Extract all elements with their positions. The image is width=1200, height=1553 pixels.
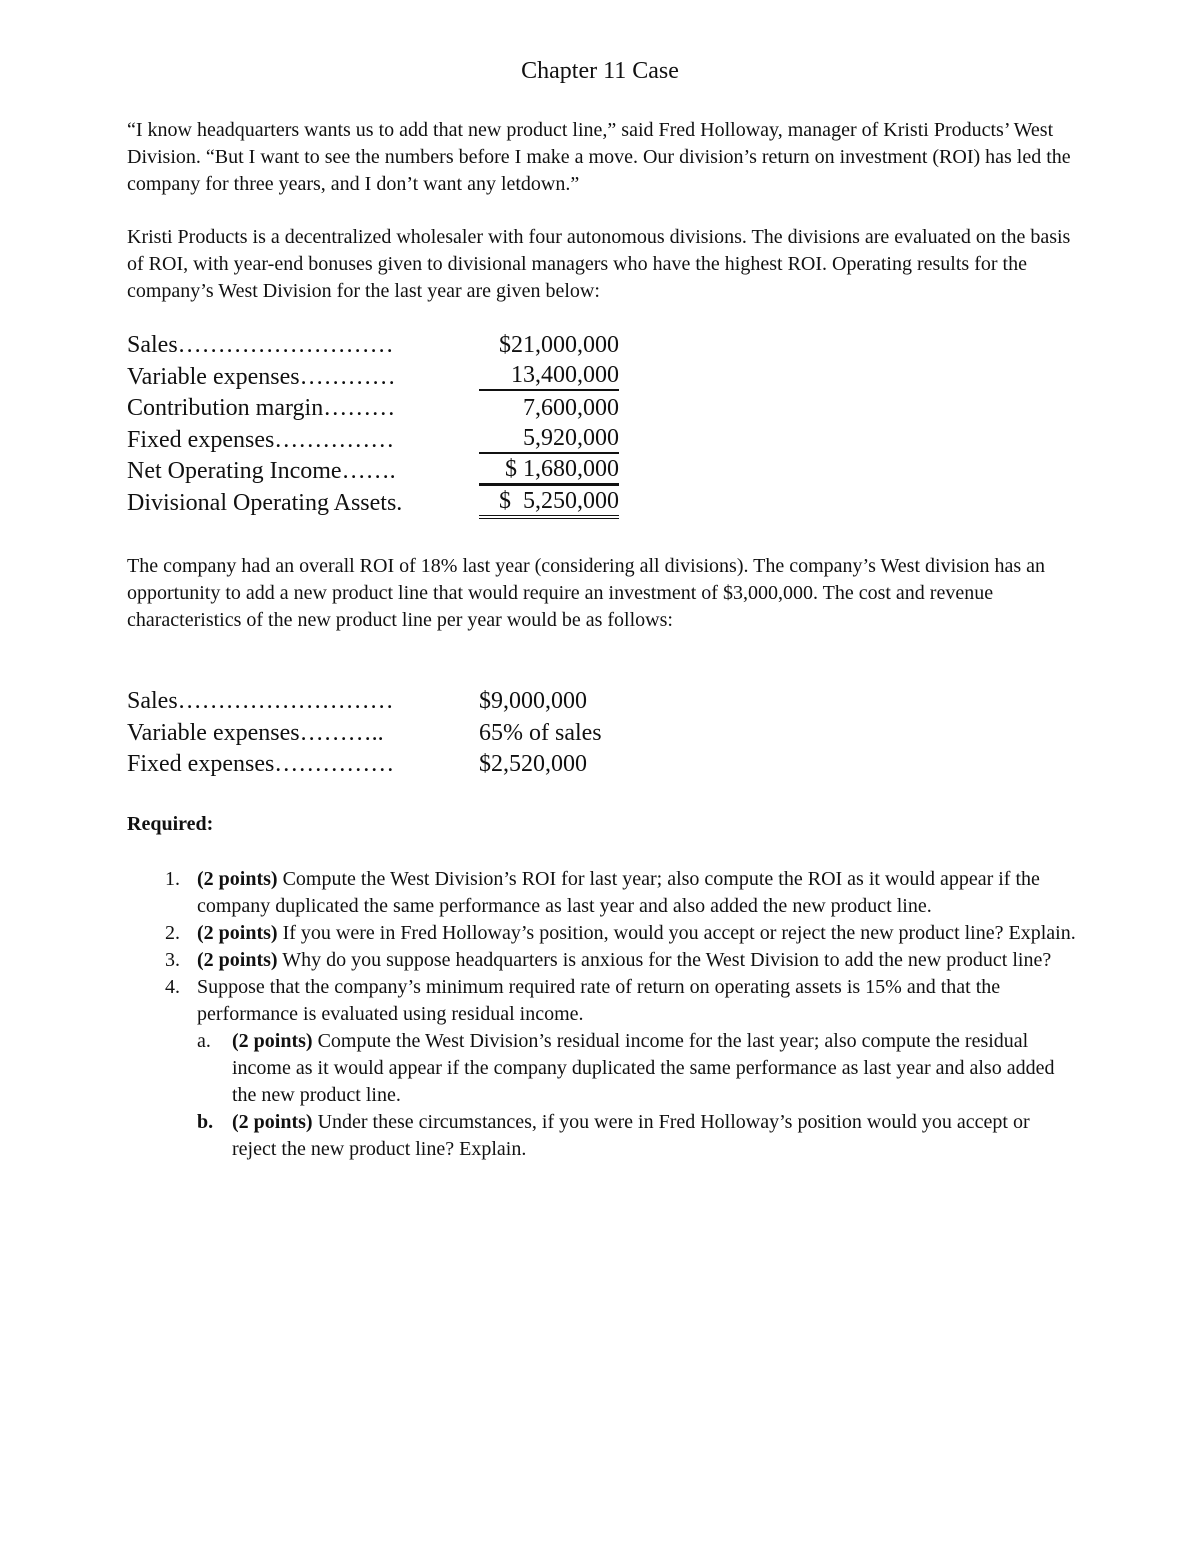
question-item bbox=[127, 920, 1077, 947]
sub-question-item bbox=[197, 1028, 1077, 1109]
question-number: 4. bbox=[165, 976, 180, 998]
sub-question-item bbox=[197, 1109, 1077, 1163]
row-label: Variable expenses……….. bbox=[127, 719, 384, 746]
row-value: $ 1,680,000 bbox=[479, 456, 619, 486]
question-text: Suppose that the company’s minimum required rate of return on operating assets is 15% and that the performance is evaluated using residual income. bbox=[197, 976, 1001, 1025]
row-value: $9,000,000 bbox=[479, 688, 587, 714]
question-points: (2 points) bbox=[197, 922, 278, 944]
question-text: Under these circumstances, if you were in Fred Holloway’s position would you accept or reject the new product line? Explain. bbox=[232, 1111, 1030, 1160]
row-label: Fixed expenses…………… bbox=[127, 426, 395, 453]
sub-question-letter: a. bbox=[197, 1030, 211, 1052]
row-label: Variable expenses………… bbox=[127, 363, 396, 390]
intro-paragraph: “I know headquarters wants us to add that new product line,” said Fred Holloway, manager of Kristi Products’ West Division. “But I want to see the numbers before I make a move. Our division’s return on investment (ROI) has led the company for three years, and I don’t want any letdown.” bbox=[127, 119, 1071, 195]
row-value: 65% of sales bbox=[479, 719, 602, 746]
row-value: $ 5,250,000 bbox=[479, 488, 619, 519]
question-points: (2 points) bbox=[232, 1111, 313, 1133]
question-item bbox=[127, 866, 1077, 920]
question-text: If you were in Fred Holloway’s position, would you accept or reject the new product line? Explain. bbox=[277, 922, 1076, 944]
sub-question-letter: b. bbox=[197, 1111, 214, 1133]
row-value: 5,920,000 bbox=[479, 425, 619, 454]
question-text: Compute the West Division’s residual income for the last year; also compute the residual income as it would appear if the company duplicated the same performance as last year and also added the new product line. bbox=[232, 1030, 1055, 1106]
questions-list bbox=[127, 866, 1077, 1163]
row-label: Fixed expenses…………… bbox=[127, 751, 395, 777]
question-text: Why do you suppose headquarters is anxious for the West Division to add the new product line? bbox=[277, 949, 1052, 971]
question-points: (2 points) bbox=[232, 1030, 313, 1052]
row-value: 13,400,000 bbox=[479, 362, 619, 391]
row-label: Sales……………………… bbox=[127, 332, 394, 358]
row-label: Sales……………………… bbox=[127, 688, 394, 714]
opportunity-paragraph: The company had an overall ROI of 18% last year (considering all divisions). The company’s West division has an opportunity to add a new product line that would require an investment of $3,000,000. The cost and revenue characteristics of the new product line per year would be as follows: bbox=[127, 555, 1045, 631]
question-points: (2 points) bbox=[197, 949, 278, 971]
question-item bbox=[127, 947, 1077, 974]
question-number: 1. bbox=[165, 868, 180, 890]
required-heading: Required: bbox=[127, 813, 214, 835]
row-label: Net Operating Income……. bbox=[127, 458, 396, 484]
row-value: 7,600,000 bbox=[523, 395, 619, 421]
row-value: $21,000,000 bbox=[499, 332, 619, 358]
row-label: Contribution margin……… bbox=[127, 395, 396, 421]
question-number: 2. bbox=[165, 922, 180, 944]
question-points: (2 points) bbox=[197, 868, 278, 890]
row-label: Divisional Operating Assets. bbox=[127, 489, 403, 516]
question-number: 3. bbox=[165, 949, 180, 971]
question-text: Compute the West Division’s ROI for last year; also compute the ROI as it would appear if the company duplicated the same performance as last year and also added the new product line. bbox=[197, 868, 1040, 917]
context-paragraph: Kristi Products is a decentralized wholesaler with four autonomous divisions. The divisions are evaluated on the basis of ROI, with year-end bonuses given to divisional managers who have the highest ROI. Operating results for the company’s West Division for the last year are given below: bbox=[127, 226, 1071, 302]
row-value: $2,520,000 bbox=[479, 751, 587, 777]
page-title: Chapter 11 Case bbox=[521, 58, 679, 84]
question-item bbox=[127, 974, 1077, 1163]
